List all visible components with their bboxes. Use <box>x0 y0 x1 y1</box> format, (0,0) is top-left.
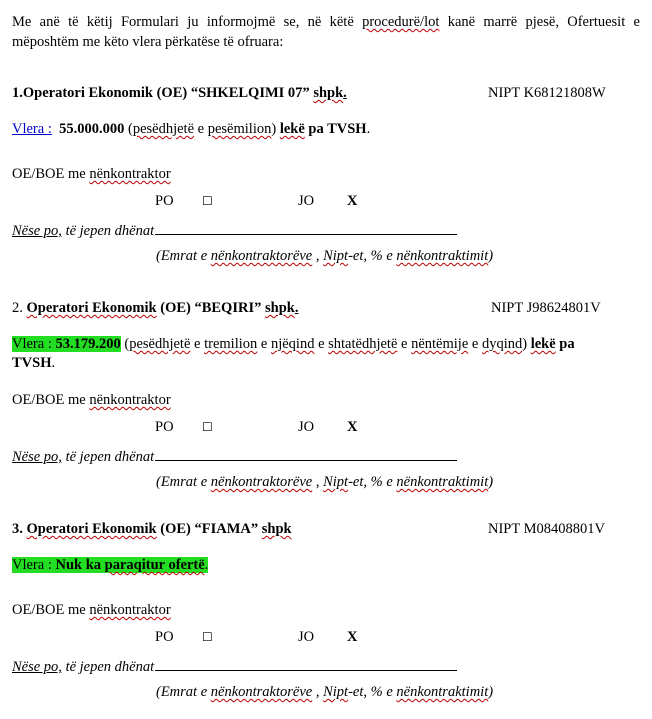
operator-2-name-a: Operatori Ekonomik <box>26 300 157 316</box>
period: . <box>51 355 56 371</box>
words: pesëmilion <box>207 121 272 137</box>
operator-3-x-mark: X <box>347 629 358 645</box>
operator-2-name-b: (OE) “BEQIRI” <box>156 300 265 316</box>
details-text: të jepen dhënat <box>61 659 155 675</box>
subcontractor-text: nënkontraktor <box>89 392 171 408</box>
note-text: -et, % e <box>348 474 397 490</box>
intro-text-procedure: procedurë/lot <box>362 14 440 30</box>
operator-2-value: 53.179.200 <box>55 336 121 352</box>
note-text: ) <box>488 474 494 490</box>
period: . <box>204 557 209 573</box>
words: shtatëdhjetë <box>328 336 398 352</box>
operator-1-subcontractor-label <box>12 165 171 183</box>
oe-boe-text: OE/BOE me <box>12 166 90 182</box>
blank-line <box>155 657 457 671</box>
operator-2-vlera-label: Vlera : <box>12 336 52 352</box>
words: pesëdhjetë <box>129 336 191 352</box>
paren-close: ) <box>522 336 531 352</box>
note-text: nënkontraktimit <box>396 474 489 490</box>
note-text: ) <box>488 248 494 264</box>
operator-3-value-b: paraqitur ofertë <box>104 557 205 573</box>
words: nëntëmije <box>411 336 469 352</box>
note-text: nënkontraktimit <box>396 248 489 264</box>
operator-3-heading <box>12 520 292 538</box>
paren-open: ( <box>124 121 133 137</box>
operator-2-shpk: shpk <box>264 300 295 316</box>
operator-3-details-line <box>12 657 457 676</box>
note-text: Nipt <box>323 684 349 700</box>
words: e <box>257 336 271 352</box>
operator-2-value-line-2 <box>12 354 55 372</box>
intro-text-1: Me anë të këtij Formulari ju informojmë se, në këtë <box>12 14 363 30</box>
note-text: Nipt <box>323 474 349 490</box>
operator-2-names-note <box>156 473 493 491</box>
if-yes: Nëse po, <box>12 449 62 465</box>
words: e <box>468 336 482 352</box>
subcontractor-text: nënkontraktor <box>89 602 171 618</box>
operator-1-names-note <box>156 247 493 265</box>
operator-1-shpk: shpk <box>313 85 344 101</box>
operator-1-dot: . <box>343 85 347 101</box>
note-text: nënkontraktimit <box>396 684 489 700</box>
operator-1-x-mark: X <box>347 193 358 209</box>
if-yes: Nëse po, <box>12 659 62 675</box>
operator-3-shpk: shpk <box>261 521 292 537</box>
subcontractor-text: nënkontraktor <box>89 166 171 182</box>
lek-label: lekë <box>530 336 556 352</box>
details-text: të jepen dhënat <box>61 223 155 239</box>
operator-3-name-b: (OE) “FIAMA” <box>156 521 262 537</box>
tvsh-label: pa TVSH <box>304 121 367 137</box>
if-yes: Nëse po, <box>12 223 62 239</box>
words: pesëdhjetë <box>132 121 195 137</box>
note-text: (Emrat e <box>156 684 211 700</box>
words: tremilion <box>204 336 258 352</box>
words: e <box>190 336 205 352</box>
note-text: nënkontraktorëve <box>210 474 313 490</box>
operator-3-number: 3. <box>12 521 27 537</box>
operator-3-po: PO <box>155 629 174 645</box>
words: e <box>194 121 208 137</box>
operator-1-name: 1.Operatori Ekonomik (OE) “SHKELQIMI 07” <box>12 85 314 101</box>
note-text: , <box>312 684 324 700</box>
oe-boe-text: OE/BOE me <box>12 392 90 408</box>
note-text: , <box>312 474 324 490</box>
note-text: (Emrat e <box>156 248 211 264</box>
operator-3-vlera-label: Vlera : <box>12 557 52 573</box>
period: . <box>366 121 371 137</box>
words: njëqind <box>270 336 315 352</box>
operator-2-dot: . <box>294 300 299 316</box>
intro-text-2: kanë marrë pjesë, Ofertuesit e mëposhtëm me këto vlera përkatëse të ofruara: <box>12 14 640 50</box>
operator-2-details-line <box>12 447 457 466</box>
operator-3-nipt: NIPT M08408801V <box>488 521 605 537</box>
operator-1-nipt: NIPT K68121808W <box>488 85 606 101</box>
operator-2-x-mark: X <box>347 419 358 435</box>
operator-3-value-a: Nuk ka <box>55 557 105 573</box>
operator-1-details-line <box>12 221 457 240</box>
tvsh-label-a: pa <box>555 336 575 352</box>
note-text: nënkontraktorëve <box>210 684 313 700</box>
operator-3-value-highlight <box>12 557 208 573</box>
operator-2-jo: JO <box>298 419 315 435</box>
operator-3-name-a: Operatori Ekonomik <box>26 521 157 537</box>
operator-2-number: 2. <box>12 300 27 316</box>
oe-boe-text: OE/BOE me <box>12 602 90 618</box>
tvsh-label-b: TVSH <box>12 355 52 371</box>
blank-line <box>155 447 457 461</box>
note-text: Nipt <box>323 248 349 264</box>
operator-3-checkbox-icon: ☐ <box>202 630 213 644</box>
operator-1-heading <box>12 84 347 102</box>
operator-2-value-highlight <box>12 336 121 352</box>
operator-3-subcontractor-label <box>12 601 171 619</box>
operator-1-value: 55.000.000 <box>59 121 125 137</box>
intro-paragraph <box>12 12 640 52</box>
operator-2-nipt: NIPT J98624801V <box>491 300 601 316</box>
operator-1-po: PO <box>155 193 174 209</box>
note-text: ) <box>488 684 494 700</box>
note-text: -et, % e <box>348 684 397 700</box>
operator-1-vlera-label: Vlera : <box>12 121 52 137</box>
words: dyqind <box>481 336 523 352</box>
operator-2-subcontractor-label <box>12 391 171 409</box>
operator-1-jo: JO <box>298 193 315 209</box>
words: e <box>397 336 412 352</box>
operator-2-checkbox-icon: ☐ <box>202 420 213 434</box>
paren-open: ( <box>120 336 130 352</box>
note-text: , <box>312 248 324 264</box>
operator-2-value-line <box>12 335 575 353</box>
blank-line <box>155 221 457 235</box>
operator-1-value-line <box>12 120 370 138</box>
operator-2-heading <box>12 299 298 317</box>
note-text: nënkontraktorëve <box>210 248 313 264</box>
note-text: (Emrat e <box>156 474 211 490</box>
operator-3-jo: JO <box>298 629 315 645</box>
words: e <box>314 336 329 352</box>
note-text: -et, % e <box>348 248 397 264</box>
operator-3-names-note <box>156 683 493 701</box>
paren-close: ) <box>271 121 280 137</box>
lek-label: lekë <box>279 121 305 137</box>
operator-3-value-line <box>12 556 208 574</box>
operator-1-checkbox-icon: ☐ <box>202 194 213 208</box>
details-text: të jepen dhënat <box>61 449 155 465</box>
operator-2-po: PO <box>155 419 174 435</box>
